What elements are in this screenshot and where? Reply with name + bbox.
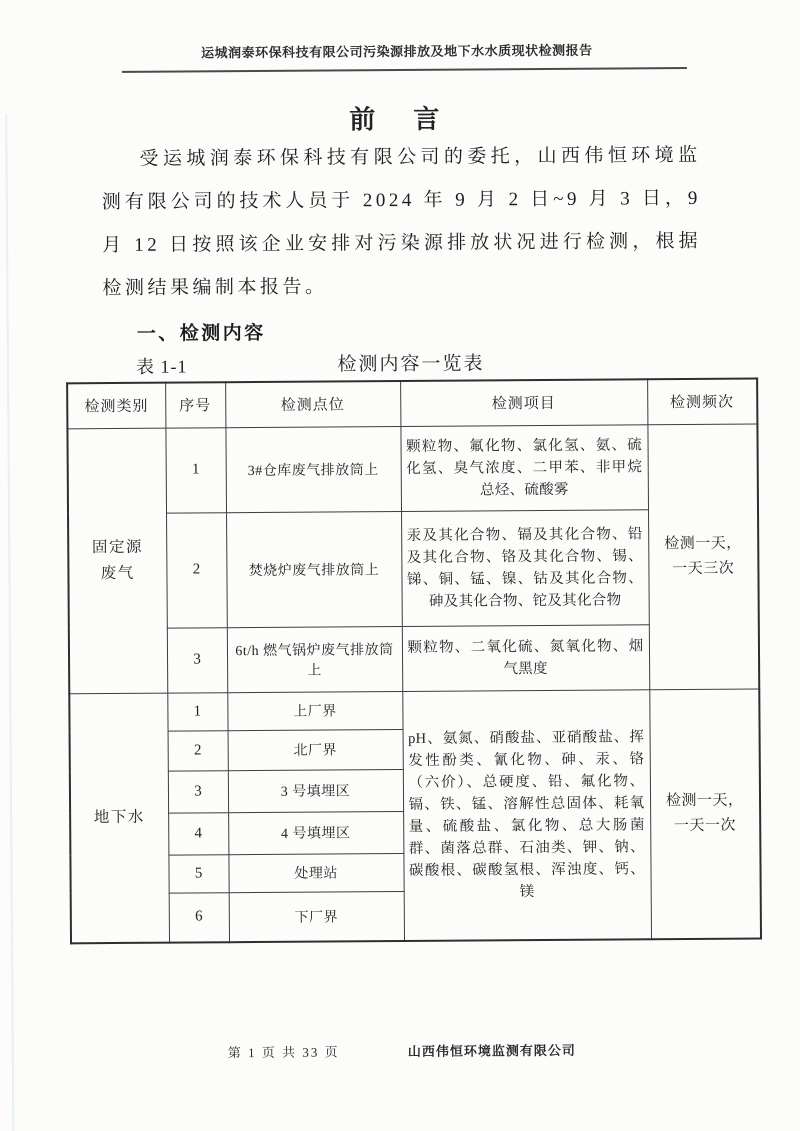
scan-edge-artifact bbox=[5, 115, 14, 1131]
intro-paragraph: 受运城润泰环保科技有限公司的委托，山西伟恒环境监测有限公司的技术人员于 2024 年 9 月 2 日~9 月 3 日，9 月 12 日按照该企业安排对污染源排放状况进行检测，根据检测结果编制本报告。 bbox=[101, 144, 702, 300]
column-header-point: 检测点位 bbox=[225, 381, 400, 427]
point-cell: 3 号填埋区 bbox=[228, 769, 403, 812]
items-cell: 颗粒物、氟化物、氯化氢、氨、硫化氢、臭气浓度、二甲苯、非甲烷总烃、硫酸雾 bbox=[400, 424, 648, 511]
point-cell: 焚烧炉废气排放筒上 bbox=[226, 511, 402, 627]
items-cell: 颗粒物、二氧化硫、氮氧化物、烟气黑度 bbox=[402, 624, 649, 691]
table-caption: 检测内容一览表 bbox=[337, 353, 485, 376]
table-label: 表 1-1 bbox=[135, 356, 188, 377]
items-cell: 汞及其化合物、镉及其化合物、铅及其化合物、铬及其化合物、锡、锑、铜、锰、镍、钴及其化合物、砷及其化合物、铊及其化合物 bbox=[401, 509, 649, 626]
seq-cell: 1 bbox=[165, 427, 226, 512]
page-footer bbox=[4, 1038, 800, 1066]
seq-cell: 2 bbox=[166, 512, 227, 627]
seq-cell: 1 bbox=[167, 692, 227, 730]
point-cell: 北厂界 bbox=[228, 729, 403, 770]
seq-cell: 3 bbox=[168, 770, 228, 812]
running-header: 运城润泰环保科技有限公司污染源排放及地下水水质现状检测报告 bbox=[200, 42, 593, 61]
table-row bbox=[69, 688, 759, 731]
table-header-row bbox=[67, 379, 757, 429]
footer-company-name: 山西伟恒环境监测有限公司 bbox=[407, 1042, 576, 1059]
seq-cell: 6 bbox=[169, 892, 229, 942]
frequency-cell-groundwater: 检测一天， 一天一次 bbox=[649, 688, 761, 939]
category-cell-waste-gas: 固定源 废气 bbox=[67, 428, 167, 694]
seq-cell: 3 bbox=[167, 627, 227, 692]
column-header-category: 检测类别 bbox=[67, 383, 165, 429]
point-cell: 4 号填埋区 bbox=[228, 811, 403, 854]
table-caption-row bbox=[66, 347, 756, 380]
point-cell: 处理站 bbox=[228, 853, 403, 892]
column-header-frequency: 检测频次 bbox=[647, 379, 757, 425]
point-cell: 3#仓库废气排放筒上 bbox=[225, 426, 401, 512]
header-rule bbox=[122, 67, 687, 73]
seq-cell: 2 bbox=[168, 730, 228, 770]
category-cell-groundwater: 地下水 bbox=[69, 693, 169, 944]
monitoring-content-table bbox=[66, 377, 762, 944]
page-number: 第 1 页 共 33 页 bbox=[227, 1044, 340, 1061]
column-header-items: 检测项目 bbox=[400, 379, 647, 426]
section-heading: 一、检测内容 bbox=[136, 322, 266, 345]
seq-cell: 5 bbox=[168, 854, 228, 892]
point-cell: 下厂界 bbox=[229, 891, 404, 942]
items-cell-groundwater: pH、氨氮、硝酸盐、亚硝酸盐、挥发性酚类、氰化物、砷、汞、铬（六价）、总硬度、铅、氟化物、镉、铁、锰、溶解性总固体、耗氧量、硫酸盐、氯化物、总大肠菌群、菌落总群、石油类、钾、钠、碳酸根、碳酸氢根、浑浊度、钙、镁 bbox=[402, 689, 651, 941]
seq-cell: 4 bbox=[168, 812, 228, 854]
table-row bbox=[67, 424, 758, 514]
column-header-seq: 序号 bbox=[165, 382, 225, 427]
page-title: 前 言 bbox=[349, 104, 446, 135]
point-cell: 上厂界 bbox=[227, 691, 402, 730]
point-cell: 6t/h 燃气锅炉废气排放筒上 bbox=[227, 626, 402, 692]
frequency-cell-waste-gas: 检测一天， 一天三次 bbox=[647, 424, 759, 690]
